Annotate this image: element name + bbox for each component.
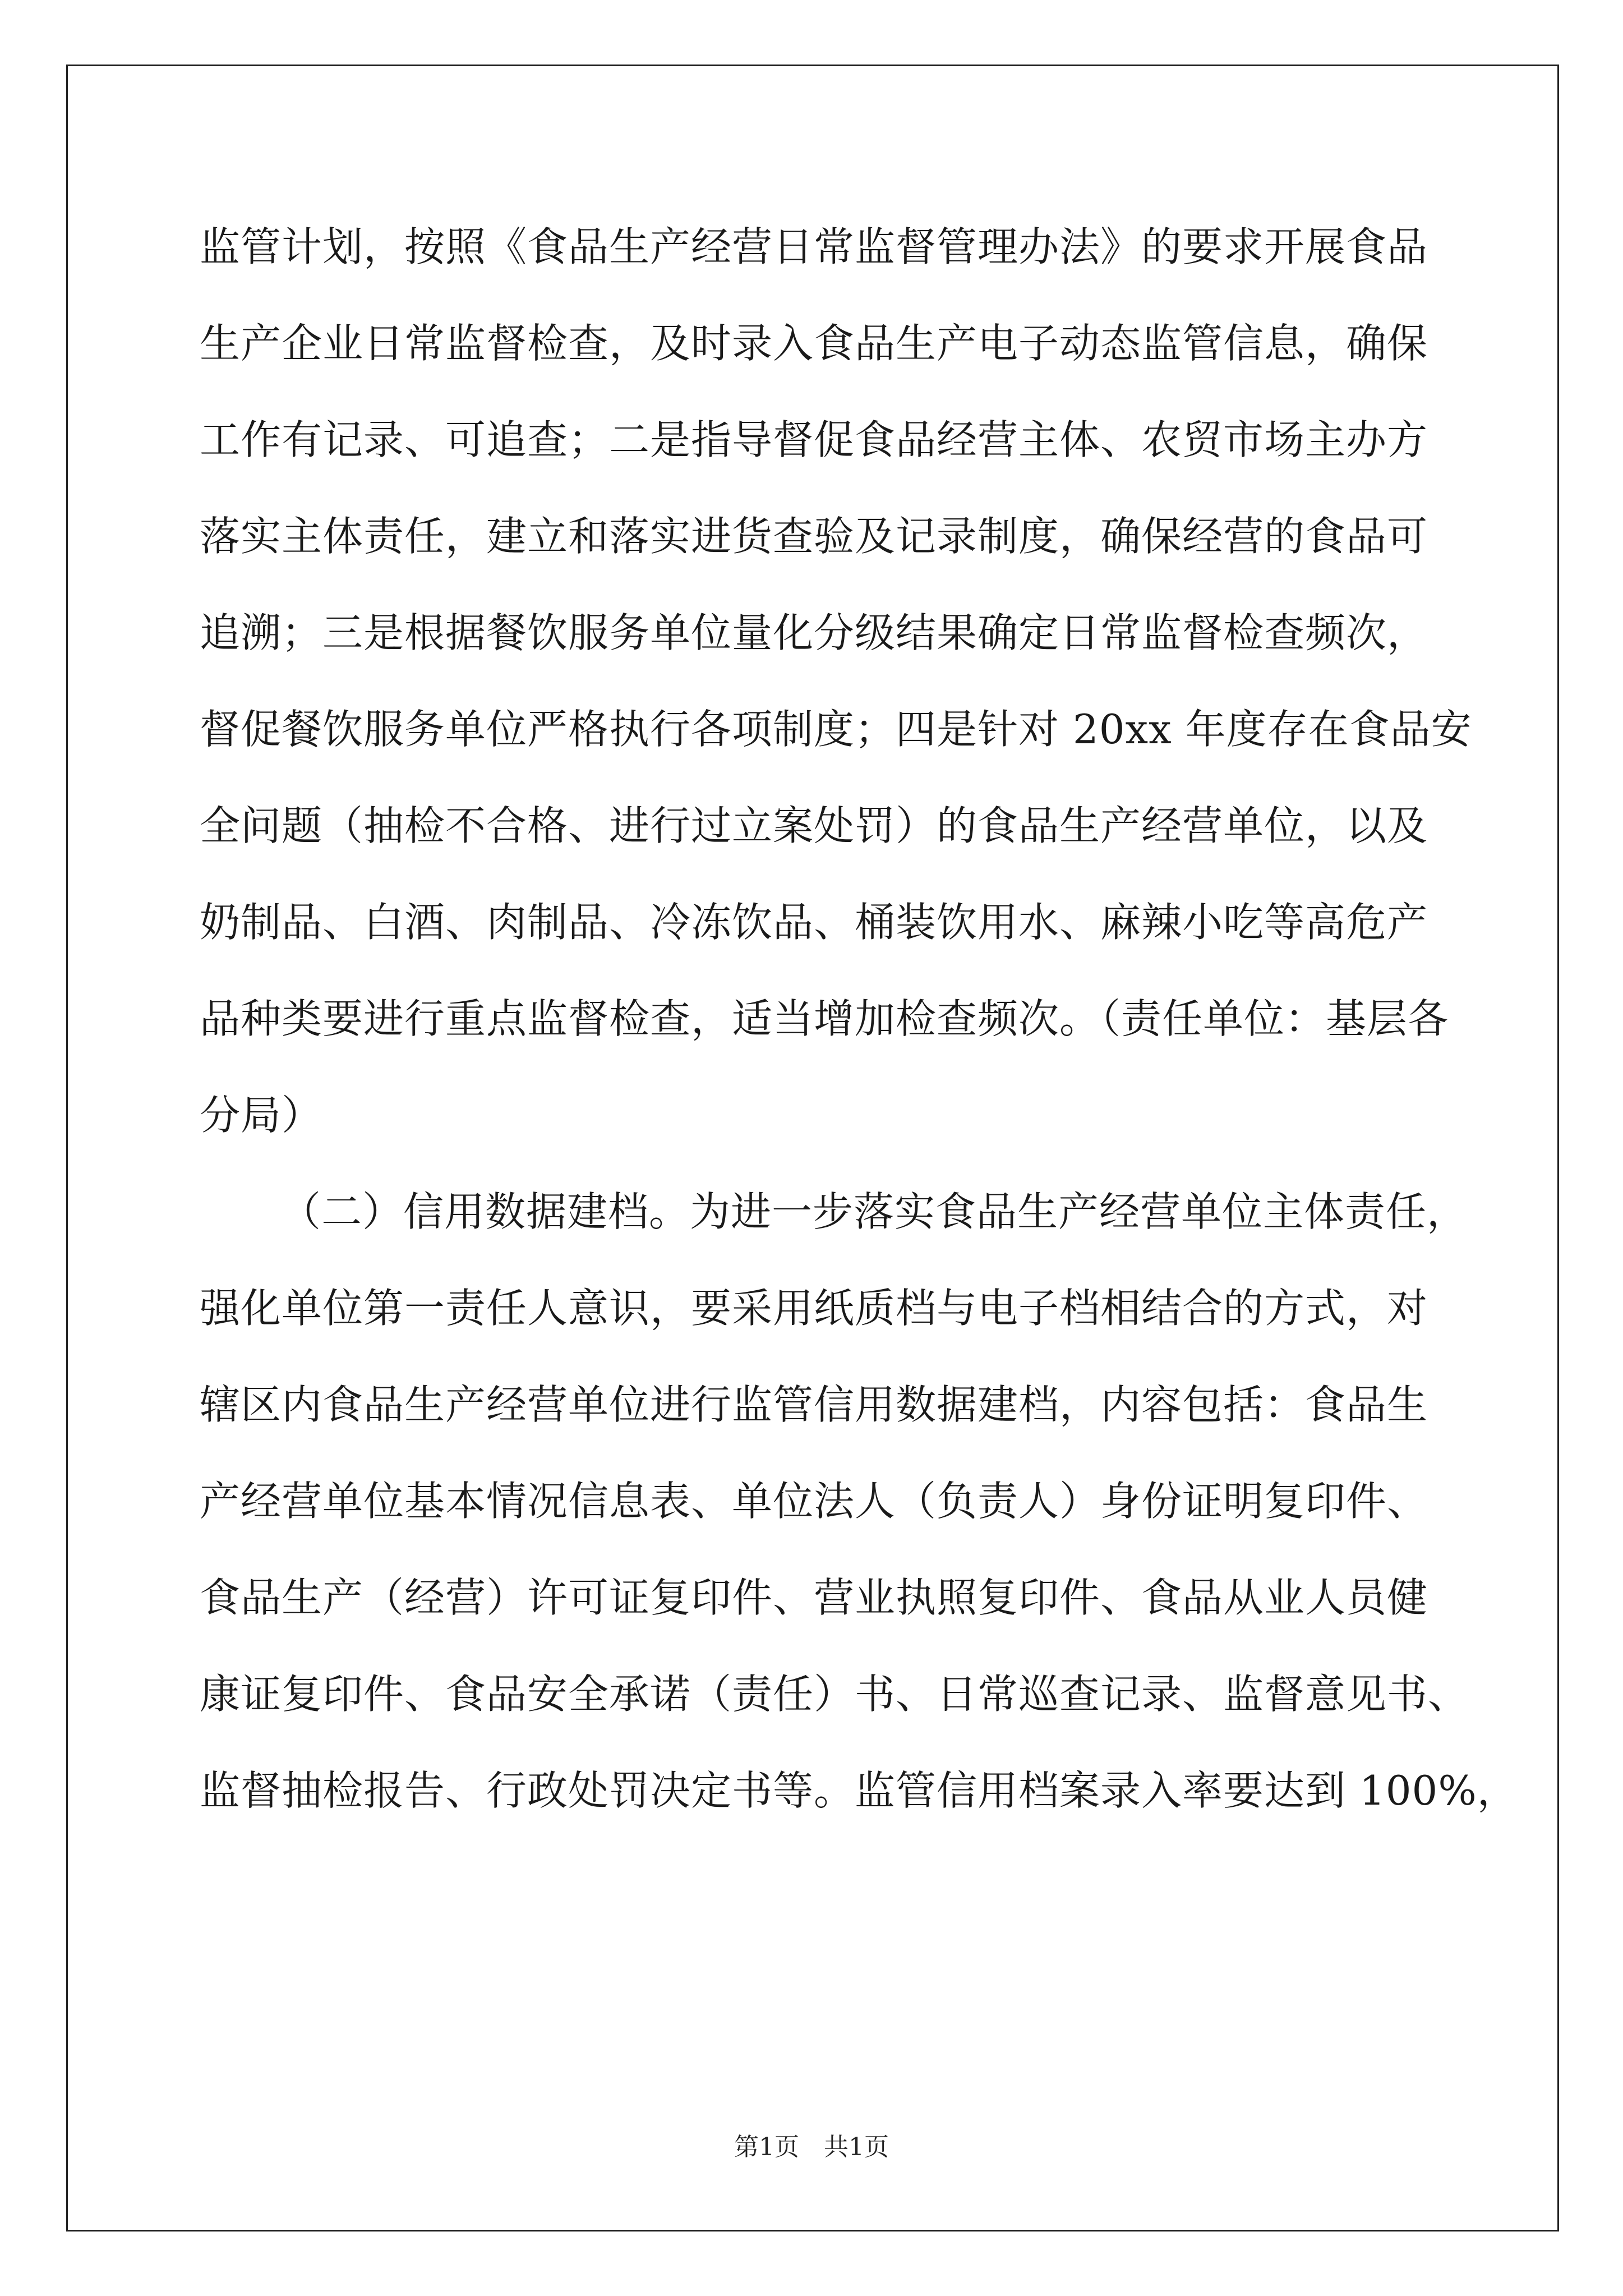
section-heading-line: （二）信用数据建档。为进一步落实食品生产经营单位主体责任， xyxy=(280,1188,1468,1235)
text-line: 落实主体责任，建立和落实进货查验及记录制度，确保经营的食品可 xyxy=(200,513,1428,560)
text-line: 生产企业日常监督检查，及时录入食品生产电子动态监管信息，确保 xyxy=(200,320,1428,367)
page-footer: 第1页 共1页 xyxy=(734,2133,889,2161)
text-line: 督促餐饮服务单位严格执行各项制度；四是针对 20xx 年度存在食品安 xyxy=(200,706,1472,753)
text-line: 监管计划，按照《食品生产经营日常监督管理办法》的要求开展食品 xyxy=(200,223,1428,270)
text-line: 追溯；三是根据餐饮服务单位量化分级结果确定日常监督检查频次， xyxy=(200,609,1428,656)
page-border xyxy=(66,65,1559,2231)
text-line: 食品生产（经营）许可证复印件、营业执照复印件、食品从业人员健 xyxy=(200,1574,1428,1621)
text-line: 分局） xyxy=(200,1092,323,1139)
text-line: 产经营单位基本情况信息表、单位法人（负责人）身份证明复印件、 xyxy=(200,1478,1428,1525)
text-line: 监督抽检报告、行政处罚决定书等。监管信用档案录入率要达到 100%， xyxy=(200,1767,1518,1814)
text-line: 辖区内食品生产经营单位进行监管信用数据建档，内容包括：食品生 xyxy=(200,1381,1428,1428)
text-line: 工作有记录、可追查；二是指导督促食品经营主体、农贸市场主办方 xyxy=(200,416,1428,463)
text-line: 强化单位第一责任人意识，要采用纸质档与电子档相结合的方式，对 xyxy=(200,1285,1428,1332)
text-line: 品种类要进行重点监督检查，适当增加检查频次。（责任单位：基层各 xyxy=(200,995,1449,1042)
text-line: 奶制品、白酒、肉制品、冷冻饮品、桶装饮用水、麻辣小吃等高危产 xyxy=(200,899,1428,946)
text-line: 康证复印件、食品安全承诺（责任）书、日常巡查记录、监督意见书、 xyxy=(200,1671,1469,1718)
text-line: 全问题（抽检不合格、进行过立案处罚）的食品生产经营单位，以及 xyxy=(200,802,1428,849)
